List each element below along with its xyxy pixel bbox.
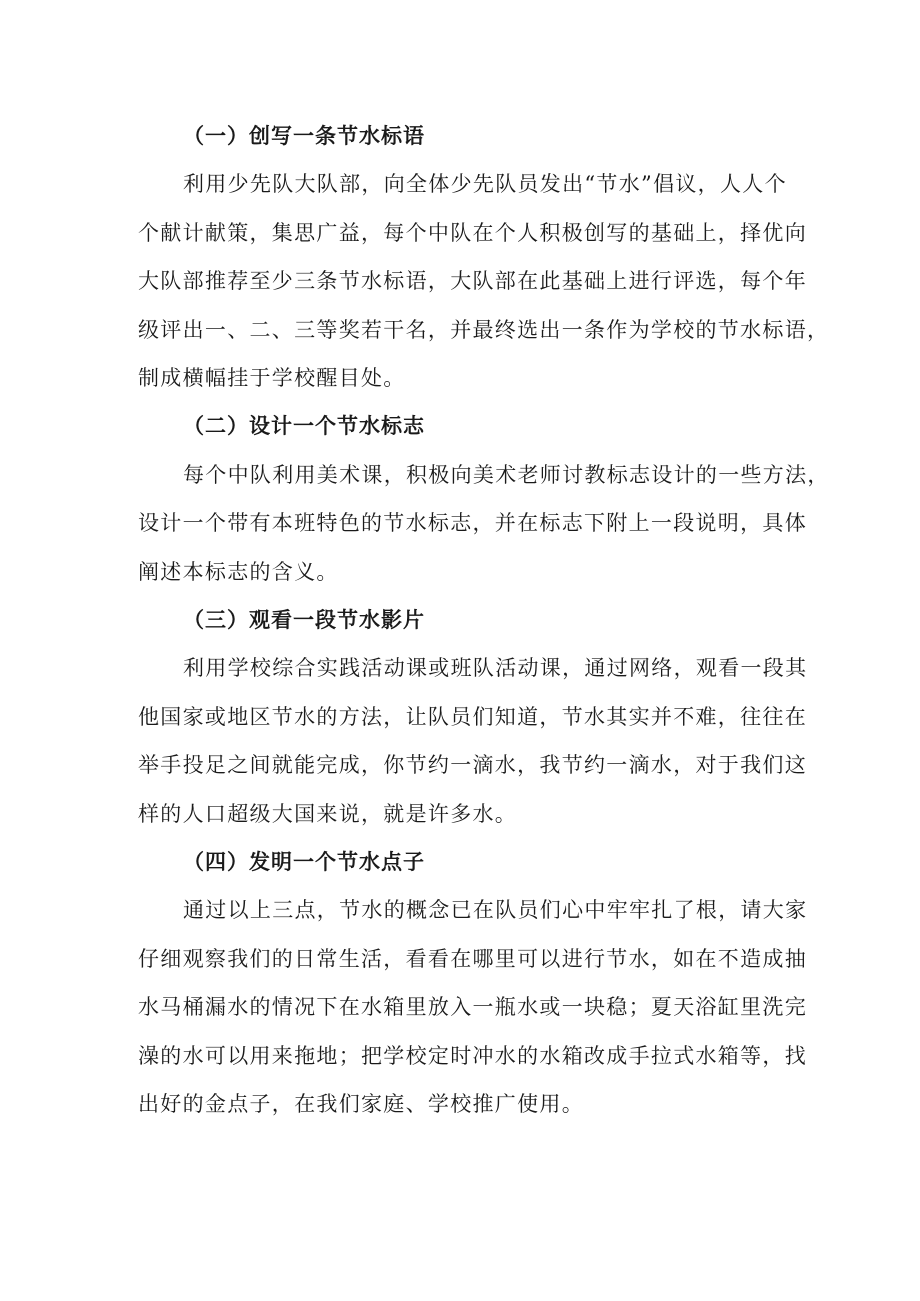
paragraph-line: 澡的水可以用来拖地；把学校定时冲水的水箱改成手拉式水箱等，找 (138, 1044, 807, 1068)
paragraph-line: 制成横幅挂于学校醒目处。 (138, 366, 406, 390)
paragraph-line: 水马桶漏水的情况下在水箱里放入一瓶水或一块稳；夏天浴缸里洗完 (138, 995, 807, 1019)
paragraph-line: 阐述本标志的含义。 (138, 560, 339, 584)
paragraph-line: 每个中队利用美术课，积极向美术老师讨教标志设计的一些方法， (183, 463, 830, 487)
paragraph-line: 大队部推荐至少三条节水标语，大队部在此基础上进行评选，每个年 (138, 269, 807, 293)
paragraph-line: 利用学校综合实践活动课或班队活动课，通过网络，观看一段其 (183, 656, 808, 680)
paragraph-line: 样的人口超级大国来说，就是许多水。 (138, 802, 518, 826)
paragraph-line: 通过以上三点，节水的概念已在队员们心中牢牢扎了根，请大家 (183, 898, 808, 922)
section-heading-3: （三）观看一段节水影片 (183, 607, 425, 632)
paragraph-line: 设计一个带有本班特色的节水标志，并在标志下附上一段说明，具体 (138, 511, 807, 535)
paragraph-line: 个献计献策，集思广益，每个中队在个人积极创写的基础上，择优向 (138, 221, 807, 245)
paragraph-line: 举手投足之间就能完成，你节约一滴水，我节约一滴水，对于我们这 (138, 753, 807, 777)
paragraph-line: 仔细观察我们的日常生活，看看在哪里可以进行节水，如在不造成抽 (138, 947, 807, 971)
paragraph-line: 出好的金点子，在我们家庭、学校推广使用。 (138, 1092, 584, 1116)
section-heading-1: （一）创写一条节水标语 (183, 123, 425, 148)
paragraph-line: 级评出一、二、三等奖若干名，并最终选出一条作为学校的节水标语， (138, 318, 830, 342)
paragraph-line: 利用少先队大队部，向全体少先队员发出“节水”倡议，人人个 (183, 172, 787, 196)
section-heading-4: （四）发明一个节水点子 (183, 849, 425, 874)
section-heading-2: （二）设计一个节水标志 (183, 413, 425, 438)
paragraph-line: 他国家或地区节水的方法，让队员们知道，节水其实并不难，往往在 (138, 705, 807, 729)
